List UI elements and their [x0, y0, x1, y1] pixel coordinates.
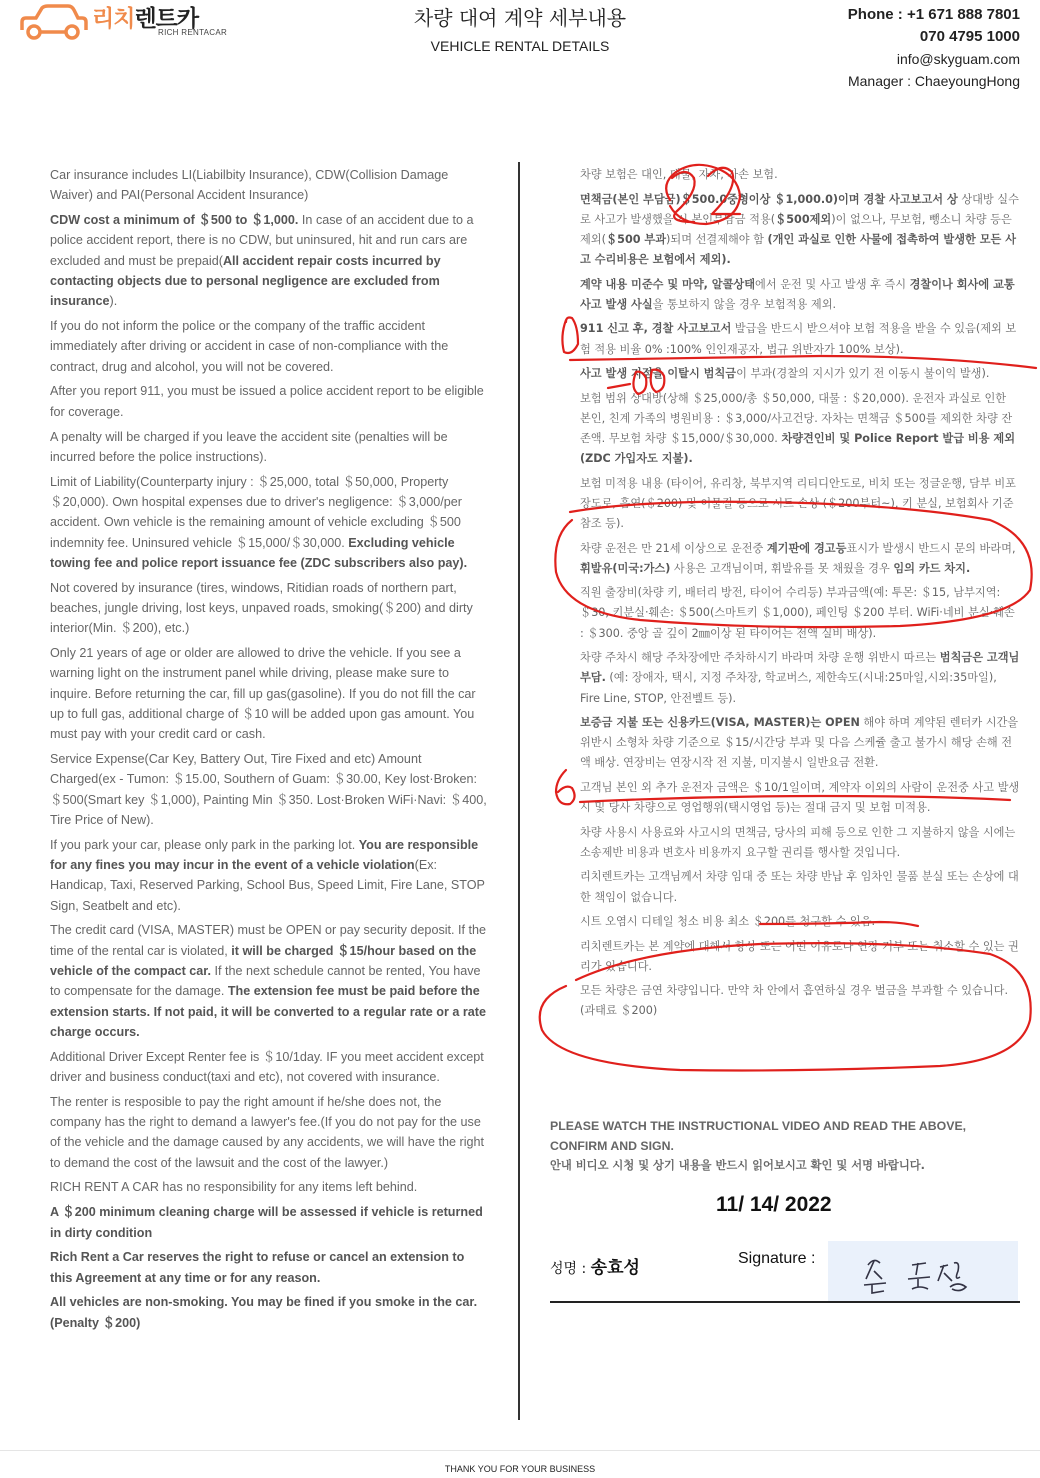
handwritten-signature [828, 1241, 1018, 1301]
ko-term-report [580, 275, 1020, 315]
ko-term-items-left: 리치렌트카는 고객님께서 차량 임대 중 또는 차량 반납 후 임차인 물품 분실 또는 손상에 대한 책임이 없습니다. [580, 870, 1019, 904]
manager-name: Manager : ChaeyoungHong [847, 73, 1020, 89]
name-value: 송효성 [590, 1258, 640, 1278]
ko-term-additional-driver: 고객님 본인 외 추가 운전자 금액은 ＄10/1일이며, 계약자 이외의 사람이 운전중 사고 발생시 및 당사 차량으로 영업행위(택시영업 등)는 절대 금지 및 보험 미적용. [580, 780, 1020, 815]
phone-number-korea: 070 4795 1000 [919, 28, 1020, 45]
ko-term-report-bold1: 계약 내용 미준수 및 마약, 알콜상태 [580, 277, 756, 291]
ko-term-deductible-exclusion: (개인 과실로 인한 사물에 접촉하여 발생한 모든 사고 수리비용은 보험에서 제외). [580, 232, 1017, 267]
ko-term-deposit [580, 713, 1020, 774]
ko-term-cleaning: 시트 오염시 디테일 청소 비용 최소 ＄200를 청구할 수 있음. [580, 915, 876, 929]
ko-term-911-bold: 911 신고 후, 경찰 사고보고서 [580, 322, 732, 336]
page-title-english: VEHICLE RENTAL DETAILS [430, 38, 610, 54]
ko-term-report-text2: 을 통보하지 않을 경우 보험적용 제외. [652, 297, 837, 311]
terms-english [50, 165, 490, 1338]
term-items-left: RICH RENT A CAR has no responsibility for any items left behind. [50, 1180, 418, 1195]
ko-term-non-smoking: 모든 차량은 금연 차량입니다. 만약 차 안에서 흡연하실 경우 벌금을 부과할 수 있습니다. (과태료 ＄200) [580, 984, 1009, 1018]
ko-term-liability-bold: 차량견인비 및 Police Report 발급 비용 제외 (ZDC 가입자도 지불). [580, 431, 1016, 466]
term-cleaning-charge [50, 1202, 490, 1243]
ko-term-driver-age [580, 539, 1020, 579]
signing-date: 11/ 14/ 2022 [716, 1193, 832, 1216]
ko-term-report-bold2: 경찰이나 회사에 교통 사고 발생 사실 [580, 277, 1015, 311]
name-field [550, 1253, 640, 1278]
column-divider [518, 162, 520, 1420]
ko-term-lawsuit: 차량 사용시 사용료와 사고시의 면책금, 당사의 피해 등으로 인한 그 지불하지 않을 시에는 소송제반 비용과 변호사 비용까지 요구할 권리를 행사할 것입니다. [580, 825, 1016, 859]
ko-term-leave-site [580, 364, 1020, 384]
ko-term-driver-bold3: 임의 카드 차지. [893, 561, 971, 575]
term-parking [50, 835, 490, 916]
ko-term-driver-text2: 표시가 발생시 반드시 문의 바라며, [846, 541, 1016, 555]
signing-instructions [550, 1116, 1020, 1176]
term-parking-bold: You are responsible for any fines you may incur in the event of a vehicle violation [50, 837, 479, 872]
logo-wordmark-part1: 리치 [92, 6, 135, 32]
phone-number: Phone : +1 671 888 7801 [847, 6, 1020, 23]
signature-box[interactable] [828, 1241, 1018, 1301]
ko-term-driver-text3: 사용은 고객님이며, 휘발유를 못 채웠을 경우 [670, 561, 894, 575]
term-driver-age-fuel: Only 21 years of age or older are allowed to drive the vehicle. If you see a warning light on the instrument panel while driving, please make sure to inquire. Before returning the car, fill up gas(gasoline). If you do not fill the car up to full gas, additional charge of ＄10 will be added upon gas amount. You must pay with your credit card or cash. [50, 646, 476, 742]
term-credit-text2: If the next schedule cannot be rented, You have to compensate for the damage. [50, 963, 481, 999]
term-additional-driver: Additional Driver Except Renter fee is ＄10/1day. IF you meet accident except driver and business conduct(taxi and etc), not covered with insurance. [50, 1049, 484, 1084]
term-liability-text: Limit of Liability(Counterparty injury : ＄25,000, total ＄50,000, Property ＄20,000). Own hospital expenses due to driver's negligence: ＄3,000/per accident. Own vehicle is the remaining amount of vehicle excluding ＄500 indemnity fee. Uninsured vehicle ＄15,000/＄30,000. [50, 474, 462, 550]
ko-term-liability [580, 389, 1020, 470]
ko-term-deductible-text: 상대방 실수로 사고가 발생했을 시 본인부담금 적용( [580, 192, 1019, 226]
ko-term-deductible-charge: ＄500 부과 [605, 232, 667, 246]
ko-term-insurance: 차량 보험은 대인, 대물, 자차, 자손 보험. [580, 168, 778, 181]
ko-term-911-text: 발급을 반드시 받으셔야 보험 적용을 받을 수 있음(제외 보험 적용 비율 0% :100% 인인재공자, 법규 위반자가 100% 보상). [580, 322, 1017, 356]
ko-term-driver-bold2: 휘발유(미국:가스) [580, 561, 671, 575]
term-911-report: After you report 911, you must be issued a police accident report to be eligible for coverage. [50, 384, 484, 419]
term-extension-bold: Rich Rent a Car reserves the right to refuse or cancel an extension to this Agreement at any time or for any reason. [50, 1250, 465, 1285]
term-not-covered: Not covered by insurance (tires, windows, Ritidian roads of northern part, beaches, jungle driving, lost keys, unpaved roads, smoking(＄200) and dirty interior(Min. ＄200), etc.) [50, 580, 473, 636]
ko-term-deposit-bold: 보증금 지불 또는 신용카드(VISA, MASTER)는 OPEN [580, 716, 860, 730]
ko-term-deductible-excl: ＄500제외 [775, 212, 832, 226]
ko-term-liability-text: 보험 범위 상대방(상해 ＄25,000/총 ＄50,000, 대물 : ＄20,000). 운전자 과실로 인한 본인, 친계 가족의 병원비용 : ＄3,000/사고건당. 자차는 면책금 ＄500를 제외한 차량 잔존액. 무보험 차량 ＄15,000/＄30,000. [580, 391, 1013, 445]
term-liability-bold: Excluding vehicle towing fee and police report issuance fee (ZDC subscribers also pay). [50, 535, 468, 570]
ko-term-leave-site-text: 이 부과(경찰의 지시가 있기 전 이동시 불이익 발생). [736, 367, 990, 381]
name-label: 성명 : [550, 1261, 591, 1277]
contact-block [848, 4, 1020, 92]
term-non-smoking [50, 1292, 490, 1333]
annotation-mark-6 [556, 770, 575, 804]
ko-term-parking [580, 648, 1020, 709]
ko-term-deductible-bold: 면책금(본인 부담금)＄500.0중형이상 ＄1,000.0)이며 경찰 사고보고서 상 [580, 192, 958, 206]
logo-wordmark-part2: 렌트카 [134, 6, 199, 32]
term-cdw-text: In case of an accident due to a police accident report, there is no CDW, but uninsured, hit and run cars are excluded and must be prepaid( [50, 213, 474, 268]
term-insurance-coverage: Car insurance includes LI(Liabilbity Insurance), CDW(Collision Damage Waiver) and PAI(Personal Accident Insurance) [50, 168, 449, 203]
ko-term-parking-text2: (예: 장애자, 택시, 지정 주차장, 학교버스, 제한속도(시내:25마일,시외:35마일), Fire Line, STOP, 안전벨트 등). [580, 671, 997, 705]
term-lawyer-fee: The renter is resposible to pay the right amount if he/she does not, the company has the right to demand a lawyer's fee.(If you do not pay for the use of the vehicle and the damage caused by any accidents, we will have the right to demand the cost of the lawsuit and the cost of the lawyer.) [50, 1094, 485, 1170]
footer-divider [0, 1450, 1040, 1451]
ko-term-deductible-text2: )이 없으나, 무보험, 뺑소니 차량 등은 제외( [580, 212, 1012, 246]
ko-term-deposit-text: 해야 하며 계약된 렌터카 시간을 위반시 소형차 차량 기준으로 ＄15/시간당 부과 및 다음 스케쥴 출고 불가시 해당 손해 전액 배상. 연장비는 연장시작 전 지불, 미지불시 일반요금 전환. [580, 716, 1019, 770]
term-credit-text: The credit card (VISA, MASTER) must be OPEN or pay security deposit. If the time of the rental car is violated, [50, 923, 487, 958]
term-cdw-exclusion: All accident repair costs incurred by contacting objects due to personal negligence are excluded from insurance [50, 253, 441, 309]
ko-term-driver-bold: 계기판에 경고등 [766, 541, 847, 555]
page-title-korean: 차량 대여 계약 세부내용 [413, 6, 627, 30]
term-parking-text: If you park your car, please only park in the parking lot. [50, 837, 359, 852]
term-extension-refusal [50, 1247, 490, 1288]
term-cleaning-bold: A ＄200 minimum cleaning charge will be assessed if vehicle is returned in dirty condition [50, 1205, 483, 1240]
instructions-english: PLEASE WATCH THE INSTRUCTIONAL VIDEO AND READ THE ABOVE, CONFIRM AND SIGN. [550, 1119, 967, 1153]
term-leave-site-penalty: A penalty will be charged if you leave the accident site (penalties will be incurred before the police instructions). [50, 429, 448, 464]
term-cdw [50, 210, 490, 311]
term-non-smoking-bold: All vehicles are non-smoking. You may be fined if you smoke in the car. (Penalty ＄200) [50, 1295, 478, 1330]
signature-underline [550, 1301, 1020, 1303]
footer-thanks: THANK YOU FOR YOUR BUSINESS [444, 1464, 596, 1474]
term-cdw-end: ). [109, 294, 118, 309]
ko-term-driver-text: 차량 운전은 만 21세 이상으로 운전중 [580, 541, 767, 555]
instructions-korean: 안내 비디오 시청 및 상기 내용을 반드시 읽어보시고 확인 및 서명 바랍니다. [550, 1159, 925, 1172]
ko-term-service-expense: 직원 출장비(차량 키, 배터리 방전, 타이어 수리등) 부과금액(예: 투몬: ＄15, 남부지역: ＄30, 키분실·훼손: ＄500(스마트키 ＄1,000), 페인팅 ＄200 부터. WiFi·네비 분실·훼손 : ＄300. 중앙 골 깊이 2㎜이상 된 타이어는 전액 실비 배상). [580, 586, 1015, 640]
term-report-accident: If you do not inform the police or the company of the traffic accident immediately after driving or accident in case of non-compliance with the contract, drug and alcohol, you will not be covered. [50, 319, 449, 374]
ko-term-deductible [580, 190, 1020, 271]
term-credit-bold: it will be charged ＄15/hour based on the vehicle of the compact car. [50, 943, 477, 978]
term-parking-examples: (Ex: Handicap, Taxi, Reserved Parking, School Bus, Speed Limit, Fire Lane, STOP Sign, Seatbelt and etc). [50, 858, 485, 913]
term-cdw-bold: CDW cost a minimum of ＄500 to ＄1,000. [50, 213, 299, 228]
ko-term-report-text: 에서 운전 및 사고 발생 후 즉시 [755, 277, 910, 291]
ko-term-911 [580, 319, 1020, 359]
term-credit-card [50, 920, 490, 1042]
ko-term-not-covered: 보험 미적용 내용 (타이어, 유리창, 북부지역 리티디안도로, 비치 또는 정글운행, 담부 비포장도로, 흡연(＄200) 및 이물질 등으로 시트 손상 (＄200부터~), 키 분실, 보험회사 기준 참조 등). [580, 476, 1016, 531]
term-credit-bold2: The extension fee must be paid before the extension starts. If not paid, it will be converted to a regular rate or a rate charge occurs. [50, 984, 486, 1039]
term-liability-limit [50, 472, 490, 573]
email-address: info@skyguam.com [896, 51, 1020, 67]
terms-korean [580, 165, 1020, 1026]
ko-term-parking-bold: 범칙금은 고객님 부담. [580, 651, 1020, 685]
ko-term-leave-site-bold: 사고 발생 지점을 이탈시 범칙금 [580, 367, 737, 381]
ko-term-extension: 리치렌트카는 본 계약에 대해서 항상 또는 어떤 이유로나 연장 거부 또는 취소할 수 있는 권리가 있습니다. [580, 939, 1019, 973]
ko-term-parking-text: 차량 주차시 해당 주차장에만 주차하시기 바라며 차량 운행 위반시 따르는 [580, 651, 940, 665]
ko-term-deductible-text3: )되며 선결제해야 함 [666, 232, 768, 246]
term-service-expense: Service Expense(Car Key, Battery Out, Tire Fixed and etc) Amount Charged(ex - Tumon: ＄15.00, Southern of Guam: ＄30.00, Key lost·Broken: ＄500(Smart key ＄1,000), Painting Min ＄350. Lost·Broken WiFi·Navi: ＄400, Tire Price of New). [50, 752, 487, 827]
logo-subtitle: RICH RENTACAR [158, 28, 228, 37]
signature-label: Signature : [738, 1250, 816, 1267]
annotation-mark-1 [562, 318, 578, 354]
